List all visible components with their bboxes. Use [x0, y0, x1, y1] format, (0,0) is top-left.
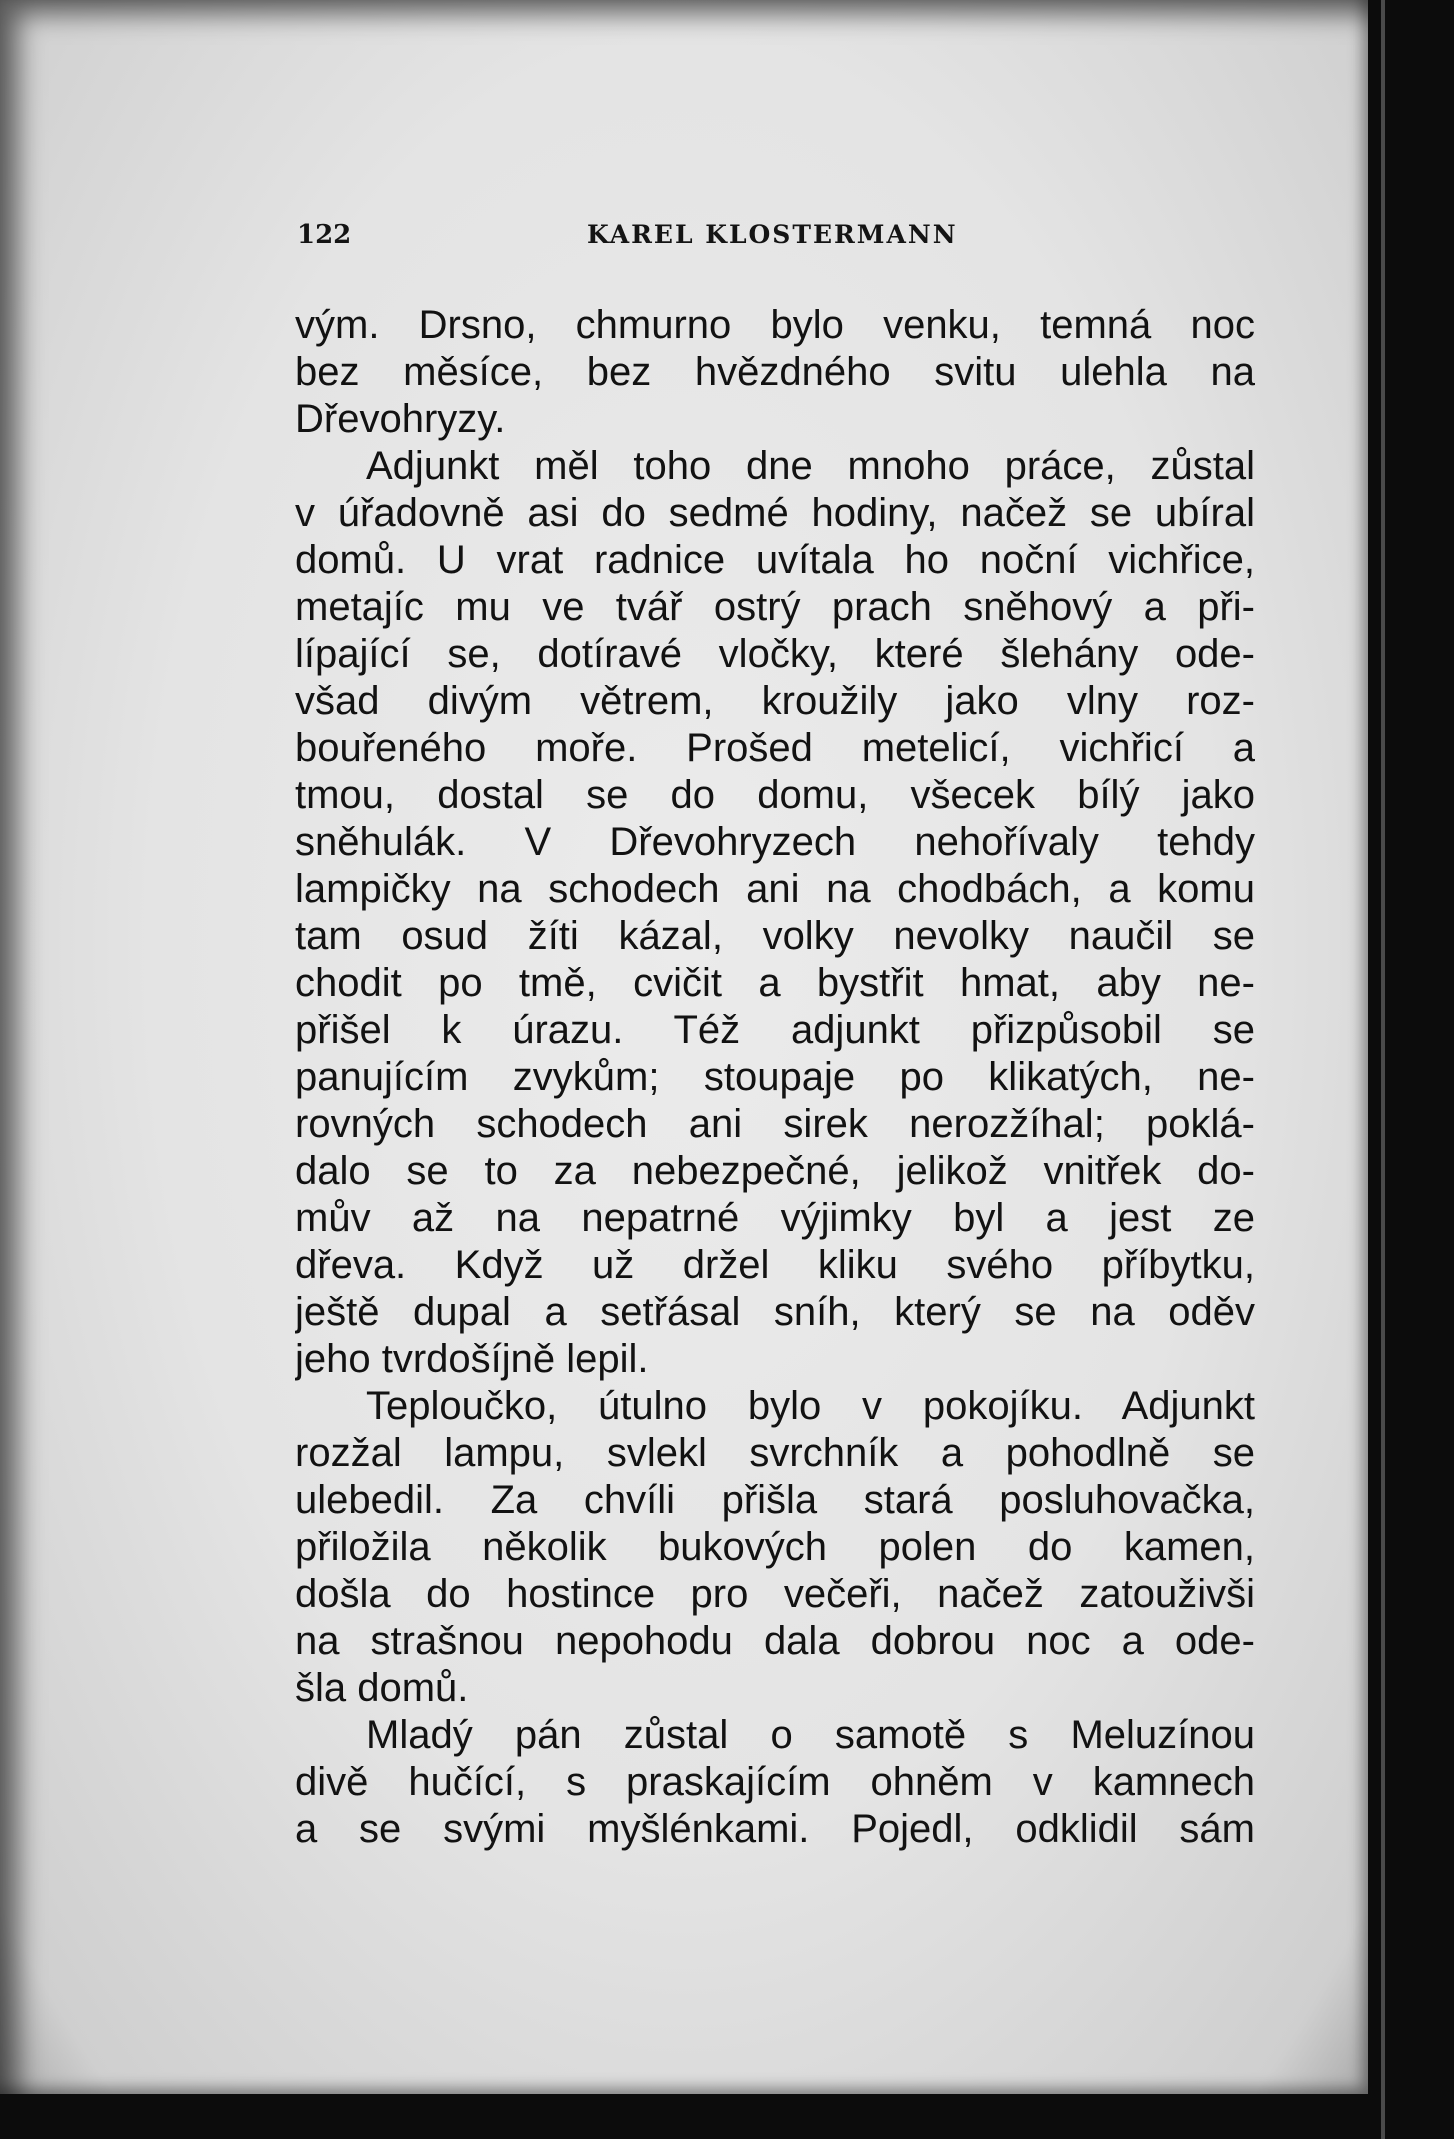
text-line: přišel k úrazu. Též adjunkt přizpůsobil se [295, 1008, 1255, 1052]
text-line: jeho tvrdošíjně lepil. [295, 1337, 649, 1381]
text-line: vým. Drsno, chmurno bylo venku, temná noc [295, 303, 1255, 347]
text-line: Dřevohryzy. [295, 397, 506, 441]
text-line: rovných schodech ani sirek nerozžíhal; poklá- [295, 1102, 1255, 1146]
text-line: rozžal lampu, svlekl svrchník a pohodlně se [295, 1431, 1255, 1475]
text-line: všad divým větrem, kroužily jako vlny roz- [295, 679, 1255, 723]
text-line: došla do hostince pro večeři, načež zatouživši [295, 1572, 1255, 1616]
text-line: na strašnou nepohodu dala dobrou noc a ode- [295, 1619, 1255, 1663]
text-line: Mladý pán zůstal o samotě s Meluzínou [366, 1713, 1255, 1757]
text-line: ještě dupal a setřásal sníh, který se na oděv [295, 1290, 1255, 1334]
text-line: panujícím zvykům; stoupaje po klikatých, ne- [295, 1055, 1255, 1099]
text-line: Teploučko, útulno bylo v pokojíku. Adjunkt [366, 1384, 1255, 1428]
body-text [295, 302, 1255, 1853]
text-line: tam osud žíti kázal, volky nevolky naučil se [295, 914, 1255, 958]
text-line: sněhulák. V Dřevohryzech nehořívaly tehdy [295, 820, 1255, 864]
text-line: dřeva. Když už držel kliku svého příbytku, [295, 1243, 1255, 1287]
text-line: chodit po tmě, cvičit a bystřit hmat, aby ne- [295, 961, 1255, 1005]
running-title: KAREL KLOSTERMANN [587, 220, 958, 249]
text-line: přiložila několik bukových polen do kamen, [295, 1525, 1255, 1569]
text-line: Adjunkt měl toho dne mnoho práce, zůstal [366, 444, 1255, 488]
text-line: tmou, dostal se do domu, všecek bílý jako [295, 773, 1255, 817]
text-line: lampičky na schodech ani na chodbách, a komu [295, 867, 1255, 911]
text-line: mův až na nepatrné výjimky byl a jest ze [295, 1196, 1255, 1240]
text-line: metajíc mu ve tvář ostrý prach sněhový a při- [295, 585, 1255, 629]
text-line: bouřeného moře. Prošed metelicí, vichřicí a [295, 726, 1255, 770]
text-line: v úřadovně asi do sedmé hodiny, načež se ubíral [295, 491, 1255, 535]
text-line: dalo se to za nebezpečné, jelikož vnitřek do- [295, 1149, 1255, 1193]
text-line: ulebedil. Za chvíli přišla stará posluhovačka, [295, 1478, 1255, 1522]
text-line: šla domů. [295, 1666, 469, 1710]
text-line: domů. U vrat radnice uvítala ho noční vichřice, [295, 538, 1255, 582]
scan-border [1381, 0, 1385, 2139]
text-line: a se svými myšlénkami. Pojedl, odklidil sám [295, 1807, 1255, 1851]
page-number: 122 [297, 220, 352, 250]
text-line: divě hučící, s praskajícím ohněm v kamnech [295, 1760, 1255, 1804]
text-line: lípající se, dotíravé vločky, které šlehány ode- [295, 632, 1255, 676]
text-line: bez měsíce, bez hvězdného svitu ulehla na [295, 350, 1255, 394]
